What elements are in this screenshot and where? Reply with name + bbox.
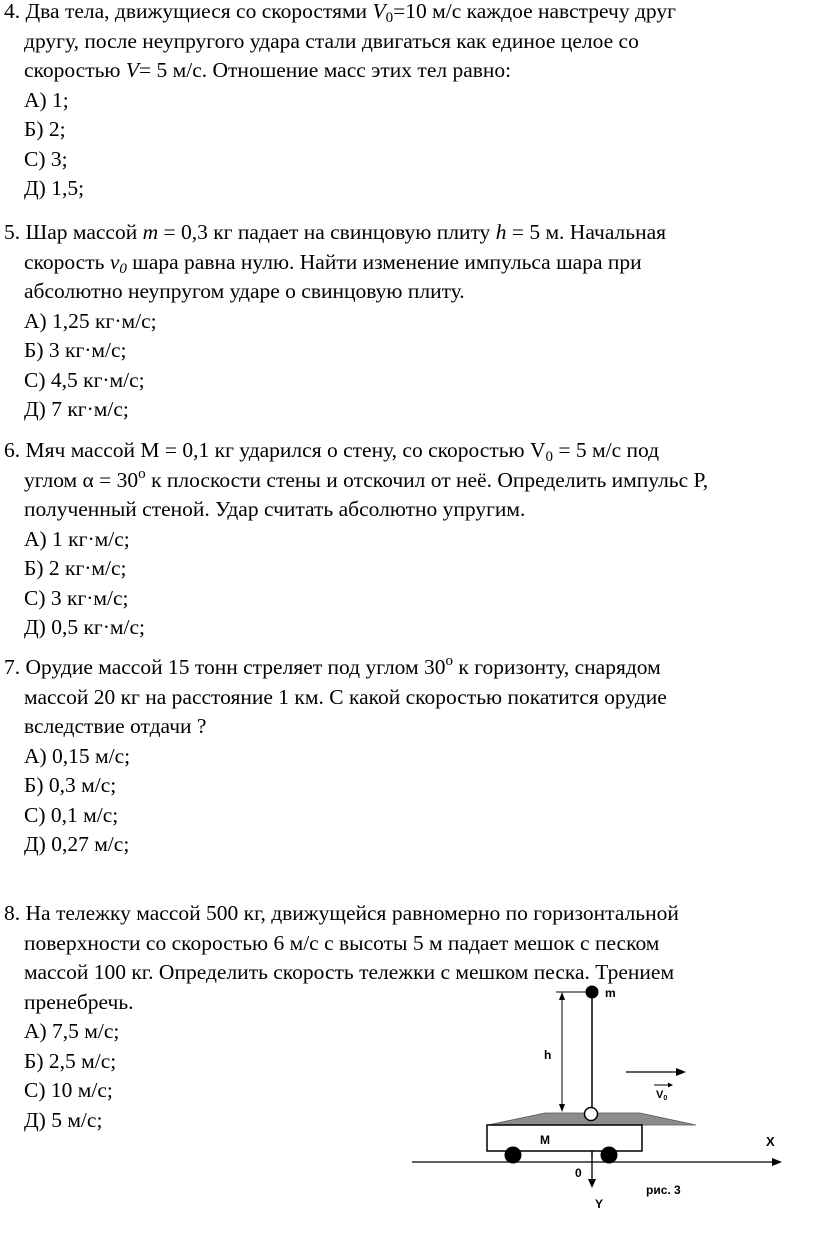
answer-option: Д) 7 кг·м/с; (24, 397, 129, 421)
problem-number: 8. (4, 901, 21, 925)
label-v0: V0 (656, 1089, 668, 1102)
answer-option: Б) 3 кг·м/с; (24, 338, 127, 362)
mass-m-ball (586, 986, 599, 999)
sack-circle (585, 1108, 598, 1121)
height-arrowhead-bottom (559, 1104, 565, 1112)
problem-stem-line: абсолютно неупругом ударе о свинцовую плиту. (24, 279, 465, 303)
problem-stem-line: скорость $v_0$ шара равна нулю. Найти изменение импульса шара при (24, 249, 642, 277)
velocity-arrowhead (676, 1068, 686, 1076)
problem-5 (4, 218, 804, 425)
answer-option: А) 0,15 м/с; (24, 743, 131, 768)
cart-figure (400, 975, 810, 1225)
answer-option: С) 0,1 м/с; (24, 802, 119, 827)
answer-option: А) 7,5 м/с; (24, 1019, 120, 1043)
answer-option: Д) 0,27 м/с; (24, 832, 130, 856)
answer-option: Б) 2 кг·м/с; (24, 556, 127, 580)
velocity-symbol-arrowhead (668, 1083, 673, 1088)
problem-stem-line: массой 20 кг на расстояние 1 км. С какой скоростью покатится орудие (24, 684, 667, 709)
answer-option: Б) 0,3 м/с; (24, 773, 117, 797)
label-origin: 0 (575, 1166, 582, 1180)
problem-stem-line: другу, после неупругого удара стали двигаться как единое целое со (24, 28, 639, 53)
problem-6 (4, 436, 804, 643)
label-x: X (766, 1134, 775, 1149)
label-h: h (544, 1048, 552, 1062)
answer-option: А) 1,25 кг·м/с; (24, 308, 157, 333)
problem-stem-line: углом $\alpha = 30^о$ к плоскости стены и отскочил от неё. Определить импульс Р, (24, 465, 709, 492)
problem-stem-line: полученный стеной. Удар считать абсолютно упругим. (24, 497, 526, 521)
answer-option: С) 4,5 кг·м/с; (24, 367, 145, 392)
answer-option: Б) 2,5 м/с; (24, 1048, 117, 1073)
answer-option: С) 3; (24, 146, 68, 171)
answer-option: С) 10 м/с; (24, 1078, 113, 1102)
problem-number: 7. (4, 655, 21, 679)
problem-stem-line: вследствие отдачи ? (24, 714, 207, 738)
problem-stem-line: пренебречь. (24, 989, 134, 1014)
problem-stem-line: 5. Шар массой m = 0,3 кг падает на свинцовую плиту h = 5 м. Начальная (4, 218, 804, 248)
problem-number: 4. (4, 0, 21, 23)
label-M: M (540, 1133, 550, 1147)
answer-option: Д) 5 м/с; (24, 1107, 103, 1132)
answer-option: Д) 1,5; (24, 176, 85, 200)
problem-7 (4, 653, 804, 860)
answer-option: Б) 2; (24, 117, 66, 141)
problem-4 (4, 0, 804, 204)
problem-stem-line: массой 100 кг. Определить скорость тележки с мешком песка. Трением (24, 960, 675, 984)
problem-stem-line: поверхности со скоростью 6 м/с с высоты 5 м падает мешок с песком (24, 930, 660, 955)
problem-stem-line: 8. На тележку массой 500 кг, движущейся равномерно по горизонтальной (4, 899, 804, 929)
problem-stem-line: 7. Орудие массой 15 тонн стреляет под углом $30^о$ к горизонту, снарядом (4, 653, 804, 683)
label-m: m (605, 986, 616, 1000)
answer-option: А) 1 кг·м/с; (24, 526, 130, 551)
height-arrowhead-top (559, 992, 565, 1000)
x-axis-arrowhead (772, 1158, 782, 1166)
answer-option: А) 1; (24, 87, 69, 112)
y-axis-arrowhead (588, 1179, 596, 1188)
problem-stem-line: 6. Мяч массой М = 0,1 кг ударился о стену, со скоростью $V_0 = 5$ м/с под (4, 438, 660, 465)
problem-stem-line: 4. Два тела, движущиеся со скоростями $V_0=10$ м/с каждое навстречу друг (4, 0, 804, 27)
problem-number: 5. (4, 220, 21, 244)
label-y: Y (595, 1197, 604, 1211)
problem-number: 6. (4, 438, 21, 462)
answer-option: С) 3 кг·м/с; (24, 585, 129, 610)
wheel-left (505, 1147, 522, 1164)
problem-stem-line: скоростью V= 5 м/с. Отношение масс этих тел равно: (24, 58, 512, 82)
answer-option: Д) 0,5 кг·м/с; (24, 615, 145, 639)
wheel-right (601, 1147, 618, 1164)
figure-caption: рис. 3 (646, 1183, 681, 1197)
